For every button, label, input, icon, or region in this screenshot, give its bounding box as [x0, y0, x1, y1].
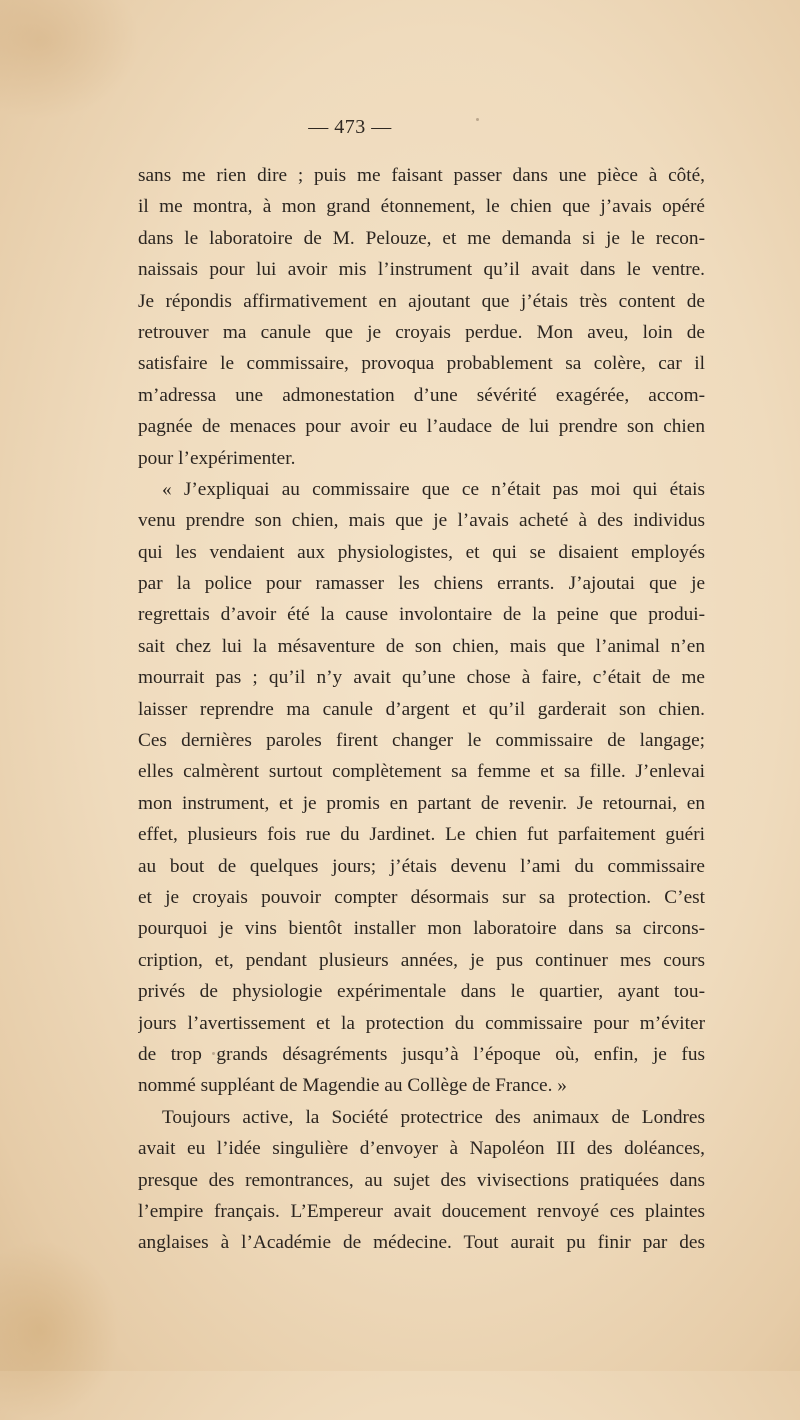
text-line: anglaises à l’Académie de médecine. Tout aurait pu finir par des	[138, 1232, 705, 1254]
text-line: et je croyais pouvoir compter désormais sur sa protection. C’est	[138, 886, 705, 908]
text-line: l’empire français. L’Empereur avait doucement renvoyé ces plaintes	[138, 1200, 705, 1222]
body-text	[138, 160, 705, 1259]
text-line: Toujours active, la Société protectrice des animaux de Londres	[162, 1106, 705, 1128]
paper-stain	[0, 0, 140, 120]
text-line: sait chez lui la mésaventure de son chien, mais que l’animal n’en	[138, 635, 705, 657]
page-number: — 473 —	[308, 116, 392, 138]
text-line: elles calmèrent surtout complètement sa femme et sa fille. J’enlevai	[138, 761, 705, 783]
text-line: laisser reprendre ma canule d’argent et qu’il garderait son chien.	[138, 698, 705, 720]
text-line: nommé suppléant de Magendie au Collège de France. »	[138, 1075, 567, 1097]
text-line: de trop grands désagréments jusqu’à l’époque où, enfin, je fus	[138, 1043, 705, 1065]
text-line: satisfaire le commissaire, provoqua probablement sa colère, car il	[138, 353, 705, 375]
text-line: au bout de quelques jours; j’étais devenu l’ami du commissaire	[138, 855, 705, 877]
text-line: venu prendre son chien, mais que je l’avais acheté à des individus	[138, 510, 705, 532]
text-line: effet, plusieurs fois rue du Jardinet. Le chien fut parfaitement guéri	[138, 824, 705, 846]
text-line: presque des remontrances, au sujet des vivisections pratiquées dans	[138, 1169, 705, 1191]
text-line: Je répondis affirmativement en ajoutant que j’étais très content de	[138, 290, 705, 312]
paper-stain	[0, 1240, 120, 1420]
text-line: privés de physiologie expérimentale dans le quartier, ayant tou-	[138, 981, 705, 1003]
text-line: pagnée de menaces pour avoir eu l’audace de lui prendre son chien	[138, 416, 705, 438]
text-line: mon instrument, et je promis en partant de revenir. Je retournai, en	[138, 792, 705, 814]
text-line: regrettais d’avoir été la cause involontaire de la peine que produi-	[138, 604, 705, 626]
text-line: « J’expliquai au commissaire que ce n’était pas moi qui étais	[162, 478, 705, 500]
text-line: par la police pour ramasser les chiens errants. J’ajoutai que je	[138, 573, 705, 595]
text-line: qui les vendaient aux physiologistes, et qui se disaient employés	[138, 541, 705, 563]
text-line: avait eu l’idée singulière d’envoyer à Napoléon III des doléances,	[138, 1138, 705, 1160]
text-line: naissais pour lui avoir mis l’instrument qu’il avait dans le ventre.	[138, 259, 705, 281]
text-line: il me montra, à mon grand étonnement, le chien que j’avais opéré	[138, 196, 705, 218]
text-line: pour l’expérimenter.	[138, 447, 296, 469]
text-line: retrouver ma canule que je croyais perdue. Mon aveu, loin de	[138, 321, 705, 343]
text-line: dans le laboratoire de M. Pelouze, et me demanda si je le recon-	[138, 227, 705, 249]
text-line: jours l’avertissement et la protection du commissaire pour m’éviter	[138, 1012, 705, 1034]
text-line: m’adressa une admonestation d’une sévérité exagérée, accom-	[138, 384, 705, 406]
text-line: pourquoi je vins bientôt installer mon laboratoire dans sa circons-	[138, 918, 705, 940]
text-line: cription, et, pendant plusieurs années, je pus continuer mes cours	[138, 949, 705, 971]
text-line: sans me rien dire ; puis me faisant passer dans une pièce à côté,	[138, 165, 705, 186]
text-line: mourrait pas ; qu’il n’y avait qu’une chose à faire, c’était de me	[138, 667, 705, 689]
text-line: Ces dernières paroles firent changer le commissaire de langage;	[138, 730, 705, 752]
